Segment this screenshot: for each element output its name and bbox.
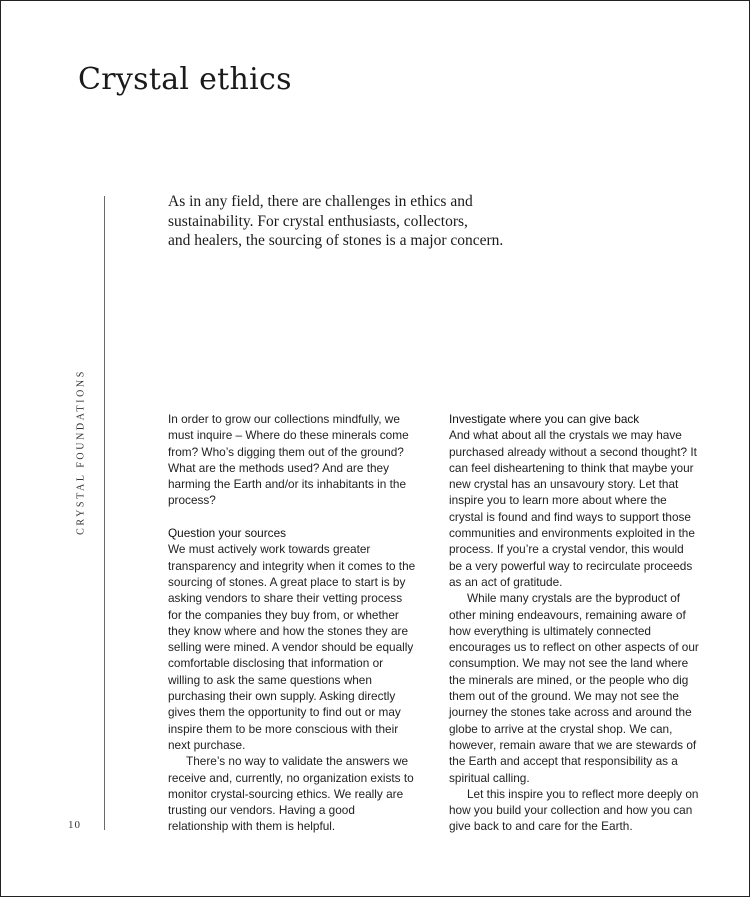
page-number: 10 [68, 819, 81, 831]
page-title: Crystal ethics [78, 62, 292, 97]
section-label: CRYSTAL FOUNDATIONS [75, 369, 87, 535]
left-column [168, 411, 418, 835]
intro-line: sustainability. For crystal enthusiasts, collectors, [168, 212, 468, 230]
section-heading: Question your sources [168, 526, 287, 541]
body-paragraph: While many crystals are the byproduct of other mining endeavours, remaining aware of how everything is ultimately connected encourages us to reflect on other aspects of our consumption. We may not see the land where the minerals are mined, or the people who dig them out of the ground. We may not see the journey the stones take across and around the globe to arrive at the crystal shop. We can, however, remain aware that we are stewards of the Earth and accept that responsibility as a spiritual calling. [449, 591, 699, 785]
section-heading: Investigate where you can give back [449, 412, 640, 426]
right-column [449, 411, 699, 835]
body-paragraph: And what about all the crystals we may have purchased already without a second thought? It can feel disheartening to think that maybe your new crystal has an unsavoury story. Let that inspire you to learn more about where the crystal is found and find ways to support those communities and environments exploited in the process. If you’re a crystal vendor, this would be a very powerful way to recirculate proceeds as an act of gratitude. [449, 428, 697, 589]
vertical-rule [104, 196, 105, 830]
intro-paragraph [168, 192, 568, 251]
body-paragraph: There’s no way to validate the answers we receive and, currently, no organization exists to monitor crystal-sourcing ethics. We really are trusting our vendors. Having a good relationship with them is helpful. [168, 754, 414, 834]
opening-paragraph: In order to grow our collections mindfully, we must inquire – Where do these minerals come from? Who’s digging them out of the ground? What are the methods used? And are they harming the Earth and/or its inhabitants in the process? [168, 412, 409, 508]
intro-line: and healers, the sourcing of stones is a major concern. [168, 232, 504, 249]
intro-line: As in any field, there are challenges in ethics and [168, 193, 473, 210]
body-paragraph: We must actively work towards greater transparency and integrity when it comes to the sourcing of stones. A great place to start is by asking vendors to share their vetting process for the companies they buy from, or whether they know where and how the stones they are selling were mined. A vendor should be equally comfortable disclosing that information or willing to ask the same questions when purchasing their own supply. Asking directly gives them the opportunity to find out or may inspire them to be more conscious with their next purchase. [168, 542, 416, 752]
body-paragraph: Let this inspire you to reflect more deeply on how you build your collection and how you can give back to and care for the Earth. [449, 786, 699, 834]
